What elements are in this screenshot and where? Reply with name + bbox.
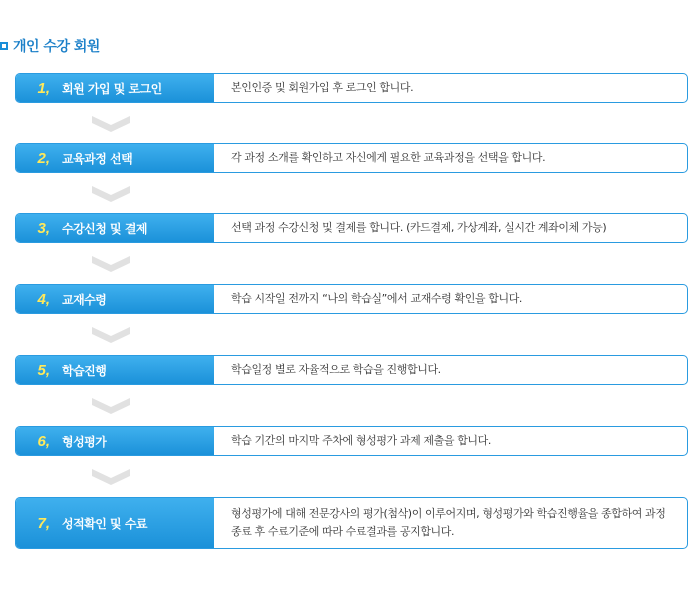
step-description: 각 과정 소개를 확인하고 자신에게 필요한 교육과정을 선택을 합니다.: [231, 151, 546, 164]
step-number: 3,: [37, 219, 50, 237]
step-description: 학습 기간의 마지막 주차에 형성평가 과제 제출을 합니다.: [231, 434, 491, 447]
square-bullet-icon: [0, 42, 8, 50]
down-chevron-icon: [92, 327, 130, 343]
step-title: 회원 가입 및 로그인: [62, 81, 162, 96]
step-description: 선택 과정 수강신청 및 결제를 합니다. (카드결제, 가상계좌, 실시간 계좌이체 가능): [231, 221, 607, 234]
step-4: [15, 284, 688, 314]
step-number: 6,: [37, 432, 50, 450]
step-label: [16, 214, 214, 242]
step-1: [15, 73, 688, 103]
step-title: 성적확인 및 수료: [62, 516, 148, 531]
step-6: [15, 426, 688, 456]
step-title: 교재수령: [62, 292, 107, 307]
down-chevron-icon: [92, 398, 130, 414]
step-3: [15, 213, 688, 243]
down-chevron-icon: [92, 256, 130, 272]
step-description: 형성평가에 대해 전문강사의 평가(첨삭)이 이루어지며, 형성평가와 학습진행율을 종합하여 과정 종료 후 수료기준에 따라 수료결과를 공지합니다.: [231, 507, 666, 538]
step-number: 5,: [37, 361, 50, 379]
step-title: 교육과정 선택: [62, 151, 133, 166]
step-label: [16, 498, 214, 548]
section-title: 개인 수강 회원: [13, 39, 100, 55]
down-chevron-icon: [92, 469, 130, 485]
section-heading: [0, 37, 100, 55]
step-label: [16, 356, 214, 384]
step-number: 1,: [37, 79, 50, 97]
step-description: 본인인증 및 회원가입 후 로그인 합니다.: [231, 81, 414, 94]
step-7: [15, 497, 688, 549]
down-chevron-icon: [92, 186, 130, 202]
step-number: 7,: [37, 514, 50, 532]
step-2: [15, 143, 688, 173]
step-label: [16, 427, 214, 455]
step-label: [16, 285, 214, 313]
step-title: 학습진행: [62, 363, 107, 378]
step-description: 학습일정 별로 자율적으로 학습을 진행합니다.: [231, 363, 441, 376]
step-label: [16, 74, 214, 102]
step-title: 수강신청 및 결제: [62, 221, 148, 236]
step-5: [15, 355, 688, 385]
down-chevron-icon: [92, 116, 130, 132]
step-title: 형성평가: [62, 434, 107, 449]
step-description: 학습 시작일 전까지 “나의 학습실”에서 교재수령 확인을 합니다.: [231, 292, 523, 305]
step-number: 4,: [37, 290, 50, 308]
step-number: 2,: [37, 149, 50, 167]
step-label: [16, 144, 214, 172]
